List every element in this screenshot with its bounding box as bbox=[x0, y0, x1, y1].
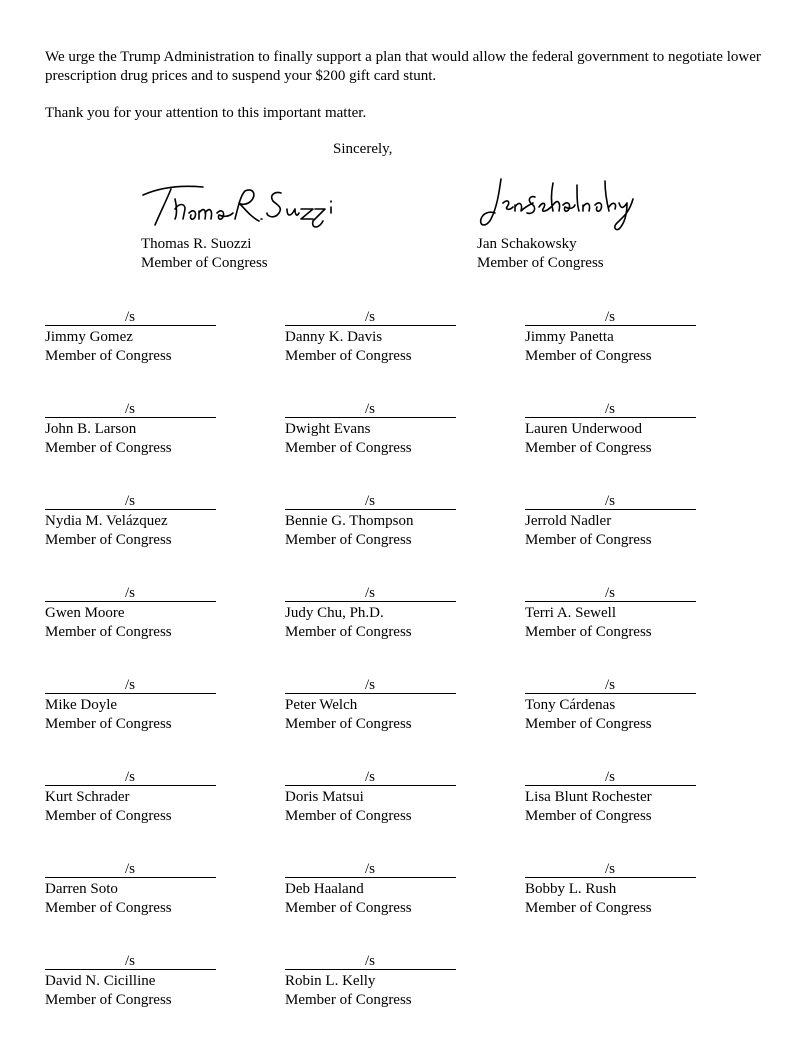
signer-name: John B. Larson bbox=[45, 421, 137, 437]
signer-block bbox=[45, 953, 225, 1010]
signer-title: Member of Congress bbox=[525, 900, 652, 916]
signer-name: Bennie G. Thompson bbox=[285, 513, 414, 529]
signer-title: Member of Congress bbox=[45, 624, 172, 640]
signature-mark: /s bbox=[125, 493, 136, 509]
signer-title: Member of Congress bbox=[285, 992, 412, 1008]
handwritten-signature-suozzi bbox=[141, 173, 341, 233]
signer-name: Judy Chu, Ph.D. bbox=[285, 605, 384, 621]
signature-line bbox=[525, 769, 696, 788]
signer-title: Member of Congress bbox=[525, 624, 652, 640]
signer-title: Member of Congress bbox=[285, 900, 412, 916]
signer-block bbox=[285, 493, 465, 550]
signer-title: Member of Congress bbox=[477, 255, 604, 271]
signature-line bbox=[45, 401, 216, 420]
signer-name: Robin L. Kelly bbox=[285, 973, 376, 989]
signer-block bbox=[525, 493, 705, 550]
signer-block bbox=[45, 493, 225, 550]
signature-rule bbox=[285, 785, 456, 786]
signer-name: Darren Soto bbox=[45, 881, 118, 897]
signer-block bbox=[285, 677, 465, 734]
signer-name: Jerrold Nadler bbox=[525, 513, 612, 529]
signer-title: Member of Congress bbox=[45, 716, 172, 732]
signature-line bbox=[285, 769, 456, 788]
signature-mark: /s bbox=[365, 309, 376, 325]
signature-line bbox=[45, 585, 216, 604]
signer-title: Member of Congress bbox=[45, 808, 172, 824]
signature-rule bbox=[285, 509, 456, 510]
signature-line bbox=[45, 769, 216, 788]
signer-name: Bobby L. Rush bbox=[525, 881, 617, 897]
signature-mark: /s bbox=[605, 493, 616, 509]
signature-rule bbox=[45, 601, 216, 602]
signer-title: Member of Congress bbox=[45, 440, 172, 456]
signature-mark: /s bbox=[125, 401, 136, 417]
signature-mark: /s bbox=[605, 401, 616, 417]
signer-block bbox=[285, 309, 465, 366]
signer-block bbox=[45, 861, 225, 918]
signature-rule bbox=[45, 877, 216, 878]
signature-rule bbox=[525, 417, 696, 418]
signature-rule bbox=[285, 693, 456, 694]
body-paragraph: We urge the Trump Administration to finally support a plan that would allow the federal government to negotiate lower prescription drug prices and to suspend your $200 gift card stunt. bbox=[45, 49, 761, 84]
closing: Sincerely, bbox=[333, 141, 393, 157]
signer-name: Deb Haaland bbox=[285, 881, 364, 897]
signature-line bbox=[285, 953, 456, 972]
signature-line bbox=[285, 585, 456, 604]
signer-block bbox=[45, 401, 225, 458]
signer-title: Member of Congress bbox=[525, 440, 652, 456]
signer-name: Danny K. Davis bbox=[285, 329, 383, 345]
signature-mark: /s bbox=[125, 953, 136, 969]
signature-mark: /s bbox=[365, 953, 376, 969]
signer-block bbox=[525, 769, 705, 826]
signature-line bbox=[285, 677, 456, 696]
signature-mark: /s bbox=[125, 677, 136, 693]
signature-line bbox=[45, 677, 216, 696]
signer-block bbox=[45, 309, 225, 366]
signature-line bbox=[285, 861, 456, 880]
signature-line bbox=[45, 309, 216, 328]
signature-line bbox=[45, 861, 216, 880]
signer-title: Member of Congress bbox=[141, 255, 268, 271]
signature-mark: /s bbox=[365, 493, 376, 509]
signature-mark: /s bbox=[365, 861, 376, 877]
signer-name: Terri A. Sewell bbox=[525, 605, 617, 621]
signature-rule bbox=[285, 417, 456, 418]
signature-rule bbox=[525, 509, 696, 510]
signer-name: Thomas R. Suozzi bbox=[141, 236, 252, 252]
signer-name: Kurt Schrader bbox=[45, 789, 130, 805]
signer-block bbox=[285, 401, 465, 458]
signature-line bbox=[525, 309, 696, 328]
signature-rule bbox=[525, 693, 696, 694]
signature-rule bbox=[45, 969, 216, 970]
signature-mark: /s bbox=[605, 769, 616, 785]
body-paragraph: Thank you for your attention to this important matter. bbox=[45, 105, 367, 121]
signer-name: David N. Cicilline bbox=[45, 973, 156, 989]
signer-name: Doris Matsui bbox=[285, 789, 364, 805]
signer-name: Peter Welch bbox=[285, 697, 358, 713]
signature-line bbox=[525, 401, 696, 420]
signature-line bbox=[285, 309, 456, 328]
signer-title: Member of Congress bbox=[525, 716, 652, 732]
signature-rule bbox=[525, 325, 696, 326]
signer-block bbox=[525, 585, 705, 642]
signer-block bbox=[525, 861, 705, 918]
signer-title: Member of Congress bbox=[285, 348, 412, 364]
signer-title: Member of Congress bbox=[285, 716, 412, 732]
signature-line bbox=[525, 585, 696, 604]
signature-mark: /s bbox=[365, 677, 376, 693]
signature-line bbox=[285, 401, 456, 420]
signer-title: Member of Congress bbox=[525, 532, 652, 548]
signature-mark: /s bbox=[365, 401, 376, 417]
signer-name: Gwen Moore bbox=[45, 605, 125, 621]
signer-name: Lauren Underwood bbox=[525, 421, 643, 437]
signer-title: Member of Congress bbox=[45, 348, 172, 364]
signer-title: Member of Congress bbox=[45, 992, 172, 1008]
signature-rule bbox=[285, 877, 456, 878]
signer-name: Jimmy Gomez bbox=[45, 329, 133, 345]
signature-rule bbox=[45, 509, 216, 510]
signer-block bbox=[285, 861, 465, 918]
signer-name: Jan Schakowsky bbox=[477, 236, 577, 252]
signer-title: Member of Congress bbox=[525, 808, 652, 824]
signer-title: Member of Congress bbox=[285, 532, 412, 548]
signer-title: Member of Congress bbox=[285, 808, 412, 824]
signature-mark: /s bbox=[365, 769, 376, 785]
signature-rule bbox=[45, 785, 216, 786]
signature-rule bbox=[285, 969, 456, 970]
signer-block bbox=[525, 401, 705, 458]
signer-block bbox=[525, 677, 705, 734]
signature-line bbox=[525, 861, 696, 880]
signature-rule bbox=[525, 785, 696, 786]
handwritten-signature-schakowsky bbox=[477, 173, 677, 233]
signature-mark: /s bbox=[605, 309, 616, 325]
signature-rule bbox=[525, 601, 696, 602]
signature-mark: /s bbox=[365, 585, 376, 601]
signature-rule bbox=[45, 417, 216, 418]
signature-mark: /s bbox=[605, 861, 616, 877]
signature-mark: /s bbox=[125, 769, 136, 785]
signature-mark: /s bbox=[605, 677, 616, 693]
signer-title: Member of Congress bbox=[285, 440, 412, 456]
signature-line bbox=[45, 493, 216, 512]
signer-title: Member of Congress bbox=[285, 624, 412, 640]
signer-title: Member of Congress bbox=[45, 532, 172, 548]
signature-line bbox=[45, 953, 216, 972]
signer-block bbox=[45, 677, 225, 734]
signature-mark: /s bbox=[125, 861, 136, 877]
signature-line bbox=[525, 677, 696, 696]
signer-block bbox=[45, 585, 225, 642]
signature-rule bbox=[285, 601, 456, 602]
signer-name: Dwight Evans bbox=[285, 421, 371, 437]
signature-line bbox=[285, 493, 456, 512]
signature-mark: /s bbox=[125, 585, 136, 601]
signer-name: Tony Cárdenas bbox=[525, 697, 616, 713]
signer-title: Member of Congress bbox=[525, 348, 652, 364]
signer-block bbox=[285, 585, 465, 642]
signer-name: Lisa Blunt Rochester bbox=[525, 789, 652, 805]
signature-rule bbox=[45, 325, 216, 326]
signature-rule bbox=[45, 693, 216, 694]
signature-rule bbox=[285, 325, 456, 326]
signature-mark: /s bbox=[605, 585, 616, 601]
signature-rule bbox=[525, 877, 696, 878]
signer-block bbox=[285, 769, 465, 826]
signer-name: Jimmy Panetta bbox=[525, 329, 614, 345]
signature-line bbox=[525, 493, 696, 512]
signer-block bbox=[45, 769, 225, 826]
signer-name: Nydia M. Velázquez bbox=[45, 513, 168, 529]
signature-mark: /s bbox=[125, 309, 136, 325]
signer-block bbox=[525, 309, 705, 366]
signer-title: Member of Congress bbox=[45, 900, 172, 916]
signer-name: Mike Doyle bbox=[45, 697, 118, 713]
signer-block bbox=[285, 953, 465, 1010]
